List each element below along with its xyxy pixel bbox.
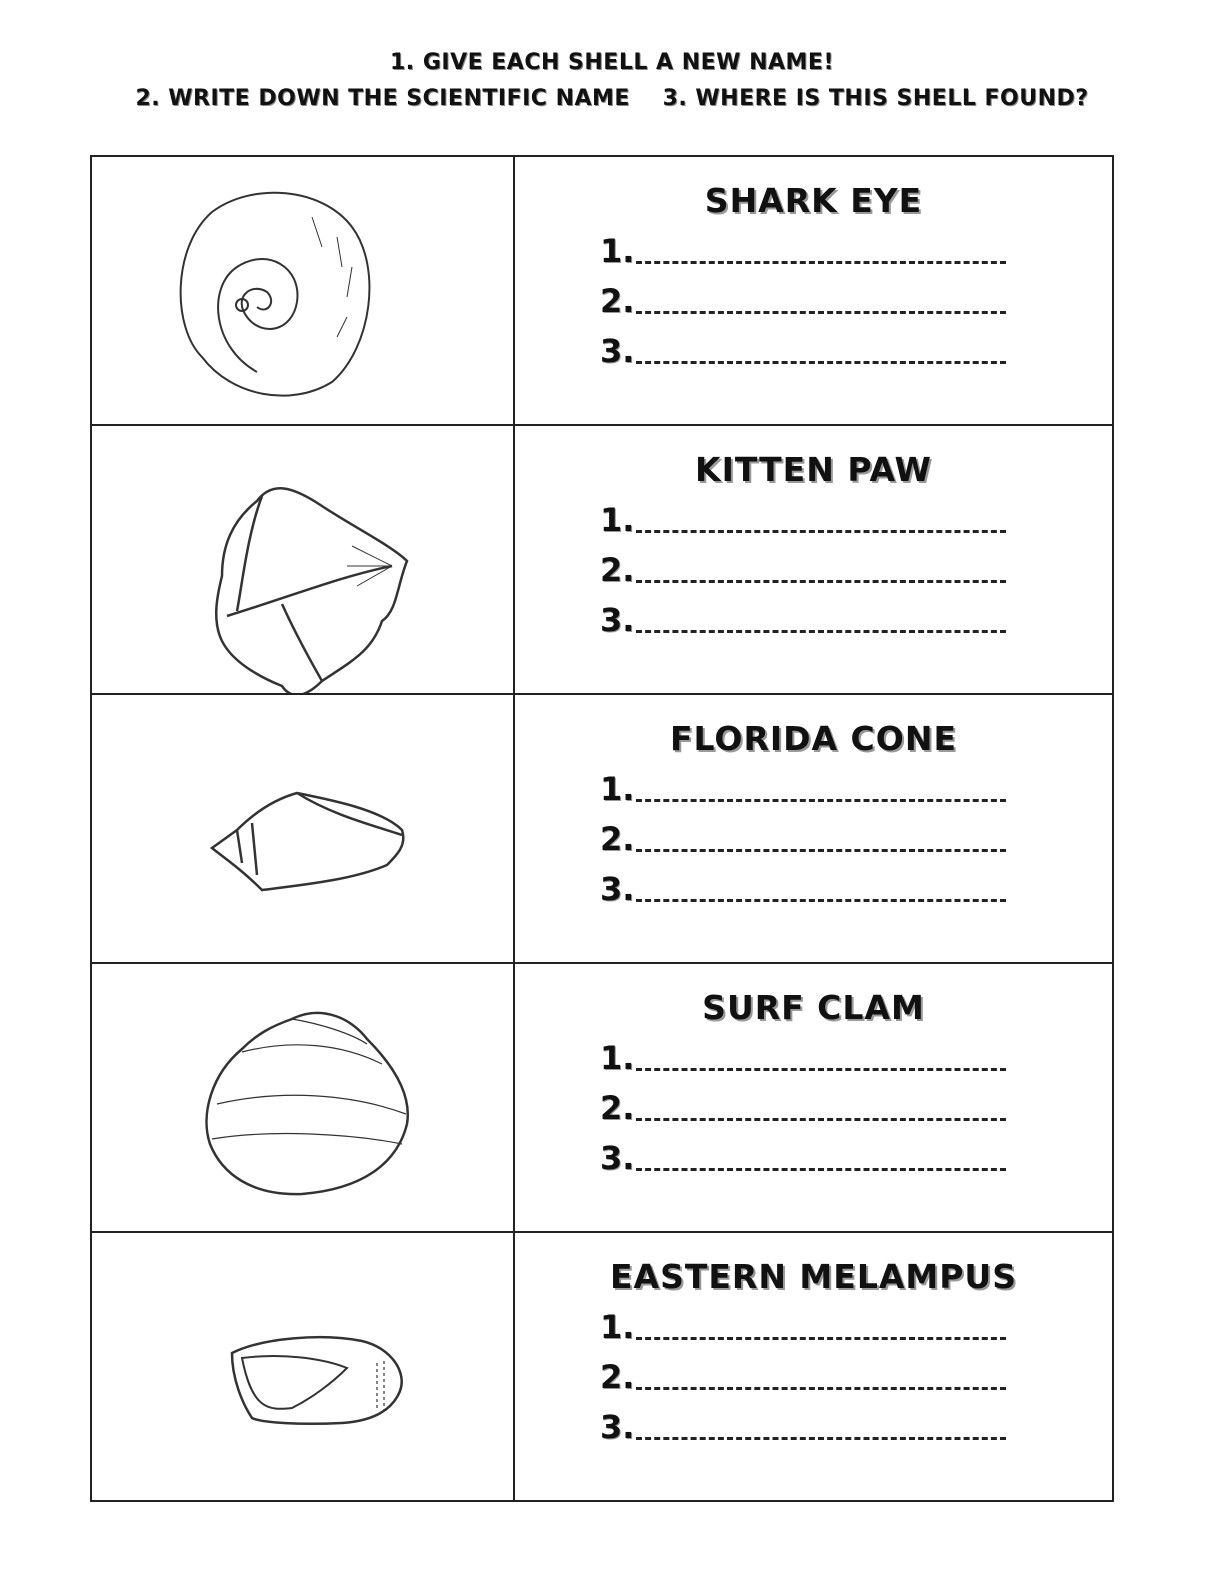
answer-blank[interactable] [636, 798, 1006, 802]
answer-blank[interactable] [636, 360, 1006, 364]
answer-blank[interactable] [636, 1167, 1006, 1171]
answer-label: 2. [600, 1089, 635, 1127]
shark-eye-shell-icon [92, 157, 513, 424]
answer-label: 2. [600, 551, 635, 589]
instruction-line-1: 1. GIVE EACH SHELL A NEW NAME! [390, 50, 834, 75]
answer-line-new-name[interactable] [600, 232, 1006, 270]
answer-line-location[interactable] [600, 1139, 1006, 1177]
shell-name: SURF CLAM [702, 988, 925, 1027]
answer-line-scientific-name[interactable] [600, 1358, 1006, 1396]
answer-line-location[interactable] [600, 1408, 1006, 1446]
shell-name: KITTEN PAW [695, 450, 932, 489]
answer-label: 1. [600, 501, 635, 539]
eastern-melampus-shell-icon [92, 1233, 513, 1500]
answer-line-new-name[interactable] [600, 501, 1006, 539]
shell-info-cell [514, 694, 1113, 963]
answer-line-scientific-name[interactable] [600, 1089, 1006, 1127]
answer-blank[interactable] [636, 260, 1006, 264]
shell-row [91, 156, 1113, 425]
shell-name: EASTERN MELAMPUS [610, 1257, 1017, 1296]
answer-label: 2. [600, 820, 635, 858]
shell-image-cell [91, 1232, 514, 1501]
answer-blank[interactable] [636, 579, 1006, 583]
answer-label: 3. [600, 601, 635, 639]
answer-line-scientific-name[interactable] [600, 820, 1006, 858]
shell-info-cell [514, 425, 1113, 694]
answer-label: 3. [600, 1139, 635, 1177]
shell-name: FLORIDA CONE [670, 719, 957, 758]
answer-line-location[interactable] [600, 870, 1006, 908]
answer-blank[interactable] [636, 1067, 1006, 1071]
answer-line-new-name[interactable] [600, 770, 1006, 808]
answer-line-new-name[interactable] [600, 1308, 1006, 1346]
shell-image-cell [91, 963, 514, 1232]
surf-clam-shell-icon [92, 964, 513, 1231]
answer-label: 1. [600, 232, 635, 270]
answer-label: 3. [600, 870, 635, 908]
answer-blank[interactable] [636, 1436, 1006, 1440]
answer-label: 2. [600, 282, 635, 320]
answer-blank[interactable] [636, 898, 1006, 902]
answer-label: 1. [600, 770, 635, 808]
answer-line-location[interactable] [600, 332, 1006, 370]
answer-line-new-name[interactable] [600, 1039, 1006, 1077]
shell-info-cell [514, 1232, 1113, 1501]
shell-row [91, 1232, 1113, 1501]
shell-info-cell [514, 156, 1113, 425]
answer-line-location[interactable] [600, 601, 1006, 639]
instruction-line-2: 2. WRITE DOWN THE SCIENTIFIC NAME 3. WHERE IS THIS SHELL FOUND? [135, 86, 1089, 111]
answer-label: 1. [600, 1308, 635, 1346]
shell-row [91, 963, 1113, 1232]
answer-blank[interactable] [636, 848, 1006, 852]
answer-label: 3. [600, 332, 635, 370]
shell-row [91, 425, 1113, 694]
answer-blank[interactable] [636, 1336, 1006, 1340]
shell-image-cell [91, 156, 514, 425]
shell-name: SHARK EYE [704, 181, 923, 220]
answer-line-scientific-name[interactable] [600, 551, 1006, 589]
shell-row [91, 694, 1113, 963]
shell-info-cell [514, 963, 1113, 1232]
kitten-paw-shell-icon [92, 426, 513, 693]
answer-label: 3. [600, 1408, 635, 1446]
answer-blank[interactable] [636, 310, 1006, 314]
answer-blank[interactable] [636, 1117, 1006, 1121]
answer-blank[interactable] [636, 629, 1006, 633]
shell-image-cell [91, 425, 514, 694]
florida-cone-shell-icon [92, 695, 513, 962]
answer-blank[interactable] [636, 1386, 1006, 1390]
answer-blank[interactable] [636, 529, 1006, 533]
shell-image-cell [91, 694, 514, 963]
answer-label: 1. [600, 1039, 635, 1077]
shell-worksheet-table [90, 155, 1114, 1502]
answer-label: 2. [600, 1358, 635, 1396]
answer-line-scientific-name[interactable] [600, 282, 1006, 320]
